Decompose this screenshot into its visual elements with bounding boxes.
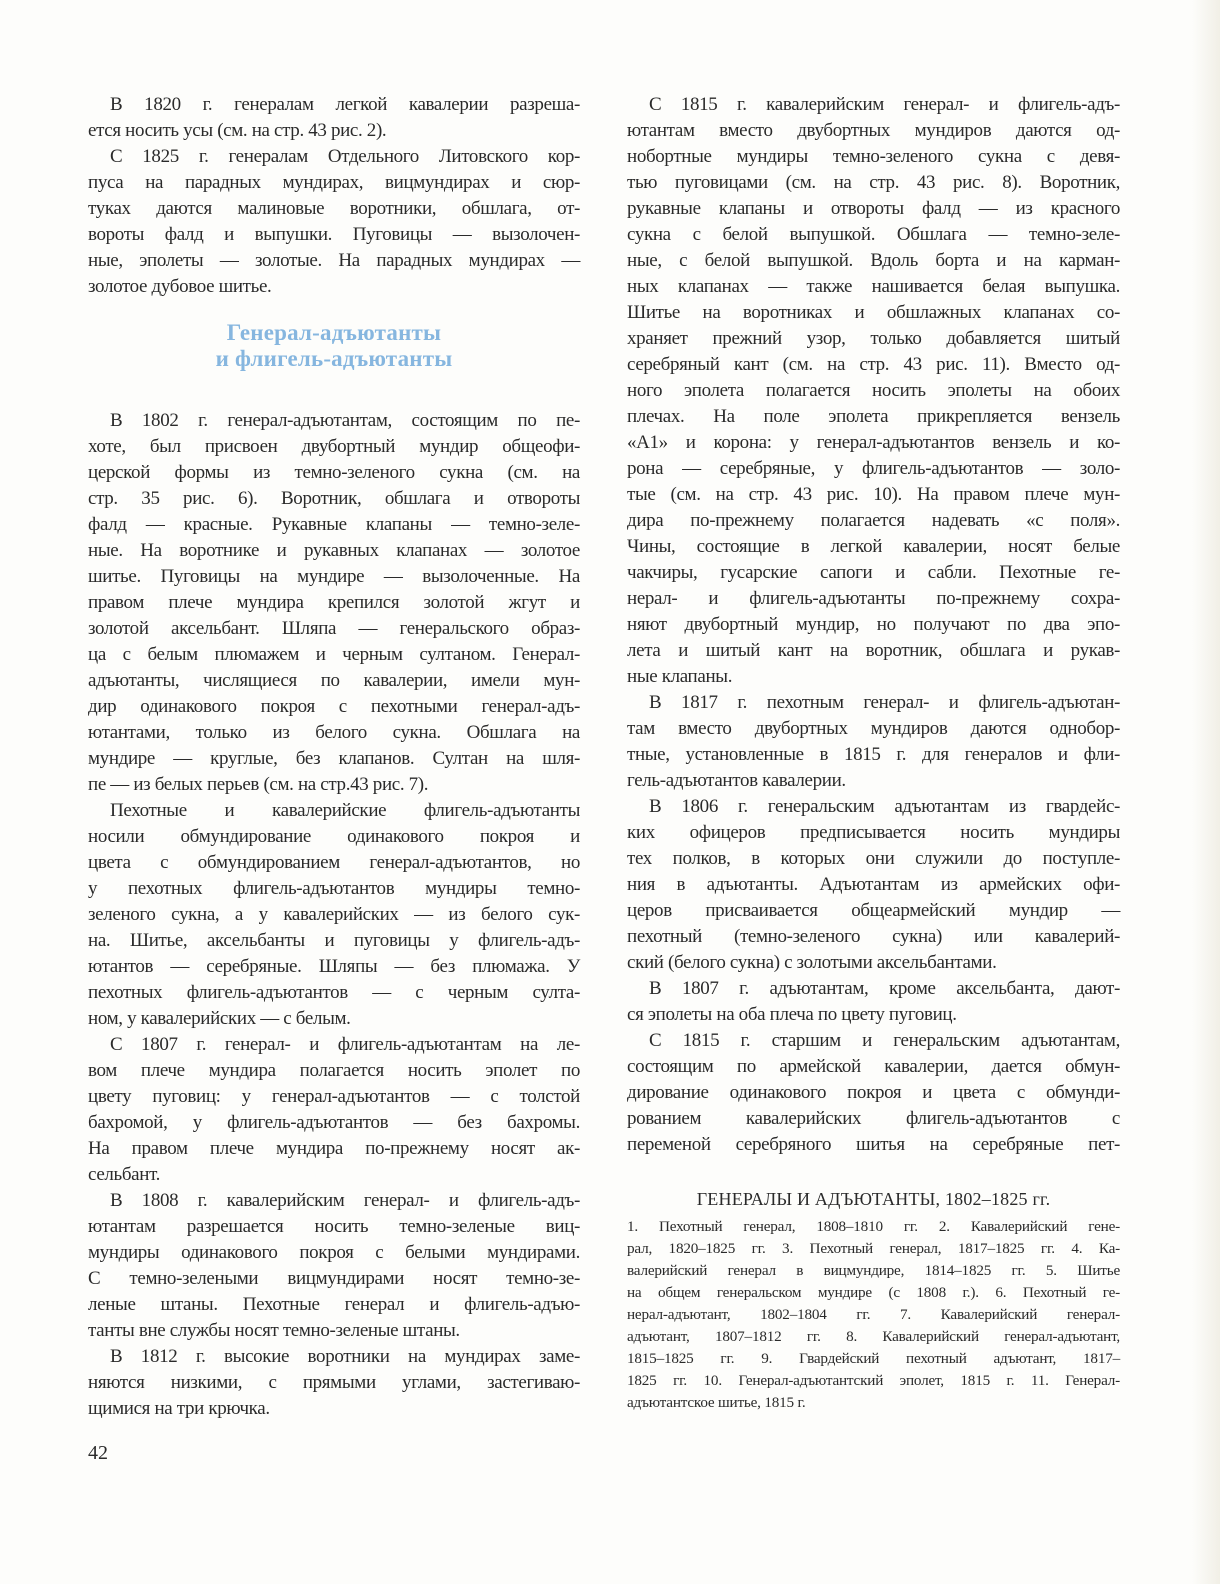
text-line: В 1807 г. адъютантам, кроме аксельбанта, дают- [649, 978, 1120, 999]
paragraph [88, 1344, 580, 1422]
text-line: ном, у кавалерийских — с белым. [88, 1008, 351, 1029]
text-line: Чины, состоящие в легкой кавалерии, носят белые [627, 536, 1120, 557]
text-line: рукавные клапаны и отвороты фалд — из красного [627, 198, 1120, 219]
text-line: дира по-прежнему полагается надевать «с поля». [627, 510, 1120, 531]
caption-line: 1815–1825 гг. 9. Гвардейский пехотный адъютант, 1817– [627, 1350, 1120, 1367]
paragraph [88, 1188, 580, 1344]
text-line: Пехотные и кавалерийские флигель-адъютанты [110, 800, 580, 821]
text-line: С 1815 г. старшим и генеральским адъютантам, [649, 1030, 1120, 1051]
text-line: состоящим по армейской кавалерии, дается обмун- [627, 1056, 1120, 1077]
page-edge-shadow [1192, 0, 1220, 1584]
text-line: золотое дубовое шитье. [88, 276, 272, 297]
paragraph [88, 408, 580, 798]
caption-body [627, 1216, 1120, 1414]
text-line: чакчиры, гусарские сапоги и сабли. Пехотные ге- [627, 562, 1120, 583]
text-line: ца с белым плюмажем и черным султаном. Генерал- [88, 644, 580, 665]
text-line: шитье. Пуговицы на мундире — вызолоченные. На [88, 566, 580, 587]
text-line: на. Шитье, аксельбанты и пуговицы у флигель-адъ- [88, 930, 580, 951]
left-intro-paragraphs [88, 92, 580, 300]
text-line: сельбант. [88, 1164, 160, 1185]
text-line: храняет прежний узор, только добавляется шитый [627, 328, 1120, 349]
text-line: фалд — красные. Рукавные клапаны — темно-зеле- [88, 514, 580, 535]
text-line: ютантам вместо двубортных мундиров даются од- [627, 120, 1120, 141]
text-line: пуса на парадных мундирах, вицмундирах и сюр- [88, 172, 580, 193]
right-column [627, 92, 1120, 1158]
caption-line: 1. Пехотный генерал, 1808–1810 гг. 2. Кавалерийский гене- [627, 1218, 1120, 1235]
section-heading-line: и флигель-адъютанты [215, 346, 453, 371]
text-line: няются низкими, с прямыми углами, застегиваю- [88, 1372, 580, 1393]
paragraph [627, 690, 1120, 794]
text-line: ные, эполеты — золотые. На парадных мундирах — [88, 250, 580, 271]
caption-title: ГЕНЕРАЛЫ И АДЪЮТАНТЫ, 1802–1825 гг. [696, 1189, 1051, 1209]
text-line: там вместо двубортных мундиров даются однобор- [627, 718, 1120, 739]
text-line: ные. На воротнике и рукавных клапанах — золотое [88, 540, 580, 561]
paragraph [627, 976, 1120, 1028]
text-line: церов присваивается общеармейский мундир — [627, 900, 1120, 921]
text-line: С 1815 г. кавалерийским генерал- и флигель-адъ- [649, 94, 1120, 115]
paragraph [627, 1028, 1120, 1158]
text-line: ютантов — серебряные. Шляпы — без плюмажа. У [88, 956, 580, 977]
paragraph [88, 1032, 580, 1188]
text-line: тью пуговицами (см. на стр. 43 рис. 8). Воротник, [627, 172, 1120, 193]
text-line: лета и шитый кант на воротник, обшлага и рукав- [627, 640, 1120, 661]
text-line: гель-адъютантов кавалерии. [627, 770, 846, 791]
text-line: Шитье на воротниках и обшлажных клапанах со- [627, 302, 1120, 323]
text-line: ский (белого сукна) с золотыми аксельбантами. [627, 952, 997, 973]
paragraph [627, 794, 1120, 976]
text-line: С темно-зелеными вицмундирами носят темно-зе- [88, 1268, 580, 1289]
text-line: ких офицеров предписывается носить мундиры [627, 822, 1120, 843]
text-line: В 1820 г. генералам легкой кавалерии разреша- [110, 94, 580, 115]
left-column [88, 92, 580, 1422]
text-line: В 1817 г. пехотным генерал- и флигель-адъютан- [649, 692, 1120, 713]
text-line: нерал- и флигель-адъютанты по-прежнему сохра- [627, 588, 1120, 609]
text-line: вороты фалд и выпушки. Пуговицы — вызолочен- [88, 224, 580, 245]
text-line: На правом плече мундира по-прежнему носят ак- [88, 1138, 580, 1159]
section-heading-line: Генерал-адъютанты [226, 320, 442, 345]
text-line: адъютанты, числящиеся по кавалерии, имели мун- [88, 670, 580, 691]
text-line: золотой аксельбант. Шляпа — генеральского образ- [88, 618, 580, 639]
text-line: рона — серебряные, у флигель-адъютантов — золо- [627, 458, 1120, 479]
text-line: щимися на три крючка. [88, 1398, 270, 1419]
text-line: носили обмундирование одинакового покроя и [88, 826, 580, 847]
text-line: ного эполета полагается носить эполеты на обоих [627, 380, 1120, 401]
text-line: леные штаны. Пехотные генерал и флигель-адъю- [88, 1294, 580, 1315]
text-line: ся эполеты на оба плеча по цвету пуговиц. [627, 1004, 957, 1025]
text-line: правом плече мундира крепился золотой жгут и [88, 592, 580, 613]
caption-line: валерийский генерал в вицмундире, 1814–1825 гг. 5. Шитье [627, 1262, 1120, 1279]
text-line: пе — из белых перьев (см. на стр.43 рис. 7). [88, 774, 429, 795]
text-line: серебряный кант (см. на стр. 43 рис. 11). Вместо од- [627, 354, 1120, 375]
text-line: переменой серебряного шитья на серебряные пет- [627, 1134, 1120, 1155]
text-line: тые (см. на стр. 43 рис. 10). На правом плече мун- [627, 484, 1120, 505]
text-line: цвета с обмундированием генерал-адъютантов, но [88, 852, 580, 873]
text-line: мундиры одинакового покроя с белыми мундирами. [88, 1242, 580, 1263]
text-line: В 1812 г. высокие воротники на мундирах заме- [110, 1346, 580, 1367]
text-line: стр. 35 рис. 6). Воротник, обшлага и отвороты [88, 488, 580, 509]
text-line: хоте, был присвоен двубортный мундир общеофи- [88, 436, 580, 457]
text-line: тех полков, в которых они служили до поступле- [627, 848, 1120, 869]
text-line: дир одинакового покроя с пехотными генерал-адъ- [88, 696, 580, 717]
text-line: мундире — круглые, без клапанов. Султан на шля- [88, 748, 580, 769]
text-line: цвету пуговиц: у генерал-адъютантов — с толстой [88, 1086, 580, 1107]
paragraph [88, 92, 580, 144]
text-line: церской формы из темно-зеленого сукна (см. на [88, 462, 580, 483]
text-line: В 1808 г. кавалерийским генерал- и флигель-адъ- [110, 1190, 580, 1211]
text-line: вом плече мундира полагается носить эполет по [88, 1060, 580, 1081]
text-line: плечах. На поле эполета прикрепляется вензель [627, 406, 1120, 427]
illustration-caption [627, 1186, 1120, 1414]
page-number: 42 [88, 1442, 108, 1464]
text-line: рованием кавалерийских флигель-адъютантов с [627, 1108, 1120, 1129]
text-line: туках даются малиновые воротники, обшлага, от- [88, 198, 580, 219]
text-line: дирование одинакового покроя и цвета с обмунди- [627, 1082, 1120, 1103]
text-line: ютантами, только из белого сукна. Обшлага на [88, 722, 580, 743]
text-line: ютантам разрешается носить темно-зеленые виц- [88, 1216, 580, 1237]
left-section-paragraphs [88, 408, 580, 1422]
caption-line: адъютантское шитье, 1815 г. [627, 1394, 806, 1411]
text-line: сукна с белой выпушкой. Обшлага — темно-зеле- [627, 224, 1120, 245]
text-line: В 1806 г. генеральским адъютантам из гвардейс- [649, 796, 1120, 817]
paragraph [88, 798, 580, 1032]
caption-line: на общем генеральском мундире (с 1808 г.). 6. Пехотный ге- [627, 1284, 1120, 1301]
text-line: ные, с белой выпушкой. Вдоль борта и на карман- [627, 250, 1120, 271]
text-line: тные, установленные в 1815 г. для генералов и фли- [627, 744, 1120, 765]
text-line: пехотных флигель-адъютантов — с черным султа- [88, 982, 580, 1003]
text-line: «А1» и корона: у генерал-адъютантов вензель и ко- [627, 432, 1120, 453]
text-line: зеленого сукна, а у кавалерийских — из белого сук- [88, 904, 580, 925]
text-line: танты вне службы носят темно-зеленые штаны. [88, 1320, 460, 1341]
caption-line: рал, 1820–1825 гг. 3. Пехотный генерал, 1817–1825 гг. 4. Ка- [627, 1240, 1120, 1257]
text-line: ных клапанах — также нашивается белая выпушка. [627, 276, 1120, 297]
text-line: няют двубортный мундир, но получают по два эпо- [627, 614, 1120, 635]
caption-line: адъютант, 1807–1812 гг. 8. Кавалерийский генерал-адъютант, [627, 1328, 1120, 1345]
text-line: пехотный (темно-зеленого сукна) или кавалерий- [627, 926, 1120, 947]
text-line: нобортные мундиры темно-зеленого сукна с девя- [627, 146, 1120, 167]
text-line: бахромой, у флигель-адъютантов — без бахромы. [88, 1112, 580, 1133]
text-line: ется носить усы (см. на стр. 43 рис. 2). [88, 120, 387, 141]
text-line: у пехотных флигель-адъютантов мундиры темно- [88, 878, 580, 899]
paragraph [88, 144, 580, 300]
text-line: С 1807 г. генерал- и флигель-адъютантам на ле- [110, 1034, 580, 1055]
caption-line: 1825 гг. 10. Генерал-адъютантский эполет, 1815 г. 11. Генерал- [627, 1372, 1120, 1389]
text-line: ные клапаны. [627, 666, 733, 687]
caption-line: нерал-адъютант, 1802–1804 гг. 7. Кавалерийский генерал- [627, 1306, 1120, 1323]
text-line: С 1825 г. генералам Отдельного Литовского кор- [110, 146, 580, 167]
text-line: ния в адъютанты. Адъютантам из армейских офи- [627, 874, 1120, 895]
text-line: В 1802 г. генерал-адъютантам, состоящим по пе- [110, 410, 580, 431]
section-heading [88, 320, 580, 372]
paragraph [627, 92, 1120, 690]
